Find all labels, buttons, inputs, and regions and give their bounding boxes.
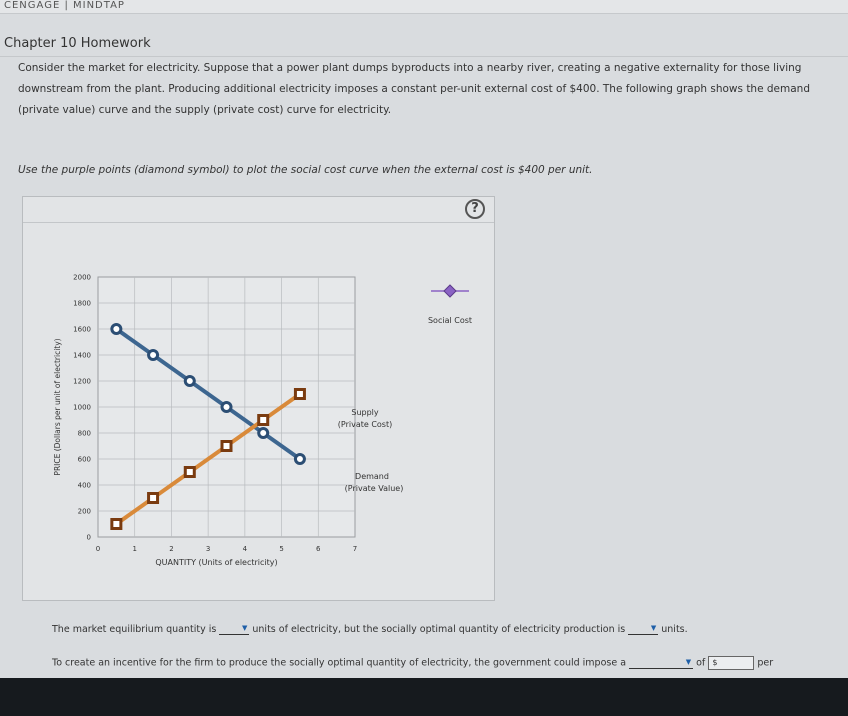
diamond-icon <box>444 285 456 297</box>
y-axis-label: PRICE (Dollars per unit of electricity) <box>53 338 62 476</box>
y-tick-label: 1800 <box>73 299 91 308</box>
y-tick-label: 1600 <box>73 325 91 334</box>
supply-point <box>295 390 304 399</box>
demand-point <box>185 377 194 386</box>
equilibrium-quantity-dropdown[interactable]: ▼ <box>219 624 249 635</box>
answer-text-2c: per <box>757 657 774 669</box>
x-tick-label: 7 <box>352 545 358 553</box>
bottom-bar <box>0 678 848 716</box>
supply-point <box>222 442 231 451</box>
demand-label: Demand <box>355 472 389 481</box>
demand-point <box>259 429 268 438</box>
x-tick-label: 3 <box>205 545 211 553</box>
y-tick-label: 2000 <box>73 273 91 282</box>
answer-line-1 <box>52 624 688 635</box>
supply-point <box>259 416 268 425</box>
y-tick-label: 1200 <box>73 377 91 386</box>
supply-label-sub: (Private Cost) <box>337 420 393 429</box>
demand-point <box>149 351 158 360</box>
supply-demand-chart[interactable] <box>23 227 493 599</box>
supply-point <box>112 520 121 529</box>
top-bar <box>0 0 848 14</box>
demand-label-sub: (Private Value) <box>344 484 404 493</box>
x-tick-label: 0 <box>95 545 101 553</box>
y-tick-label: 600 <box>77 455 91 464</box>
demand-point <box>222 403 231 412</box>
supply-point <box>149 494 158 503</box>
x-tick-label: 1 <box>132 545 137 553</box>
optimal-quantity-dropdown[interactable]: ▼ <box>628 624 658 635</box>
answer-text-1a: The market equilibrium quantity is <box>52 624 217 635</box>
policy-type-dropdown[interactable]: ▼ <box>629 658 693 669</box>
answer-text-2a: To create an incentive for the firm to produce the socially optimal quantity of electricity, the government could impose a <box>52 657 627 669</box>
brand-logo: CENGAGE | MINDTAP <box>4 0 125 11</box>
y-tick-label: 0 <box>86 533 91 542</box>
x-tick-label: 6 <box>316 545 321 553</box>
x-tick-label: 2 <box>169 545 174 553</box>
question-paragraph: Consider the market for electricity. Suppose that a power plant dumps byproducts into a nearby river, creating a negative externality for those living downstream from the plant. Producing additional electricity imposes a constant per-unit external cost of $400. The following graph shows the demand (private value) curve and the supply (private cost) curve for electricity. <box>18 62 810 116</box>
answer-text-2b: of <box>696 657 706 669</box>
policy-amount-input[interactable]: $ <box>708 656 754 670</box>
graph-panel <box>22 196 495 601</box>
y-tick-label: 1400 <box>73 351 91 360</box>
y-tick-label: 1000 <box>73 403 91 412</box>
answer-text-1c: units. <box>661 624 688 635</box>
demand-point <box>112 325 121 334</box>
social-cost-label: Social Cost <box>427 316 473 325</box>
x-axis-label: QUANTITY (Units of electricity) <box>155 558 278 567</box>
supply-point <box>185 468 194 477</box>
demand-point <box>295 455 304 464</box>
x-tick-label: 4 <box>242 545 248 553</box>
page-title: Chapter 10 Homework <box>4 36 151 51</box>
divider <box>0 56 848 57</box>
graph-panel-header <box>23 197 494 223</box>
answer-line-2 <box>52 656 773 670</box>
question-instruction: Use the purple points (diamond symbol) to plot the social cost curve when the external cost is $400 per unit. <box>18 164 593 176</box>
answer-text-1b: units of electricity, but the socially optimal quantity of electricity production is <box>252 624 626 635</box>
x-tick-label: 5 <box>279 545 284 553</box>
help-icon[interactable]: ? <box>465 199 485 219</box>
supply-label: Supply <box>351 408 379 417</box>
y-tick-label: 800 <box>77 429 91 438</box>
y-tick-label: 200 <box>77 507 91 516</box>
y-tick-label: 400 <box>77 481 91 490</box>
